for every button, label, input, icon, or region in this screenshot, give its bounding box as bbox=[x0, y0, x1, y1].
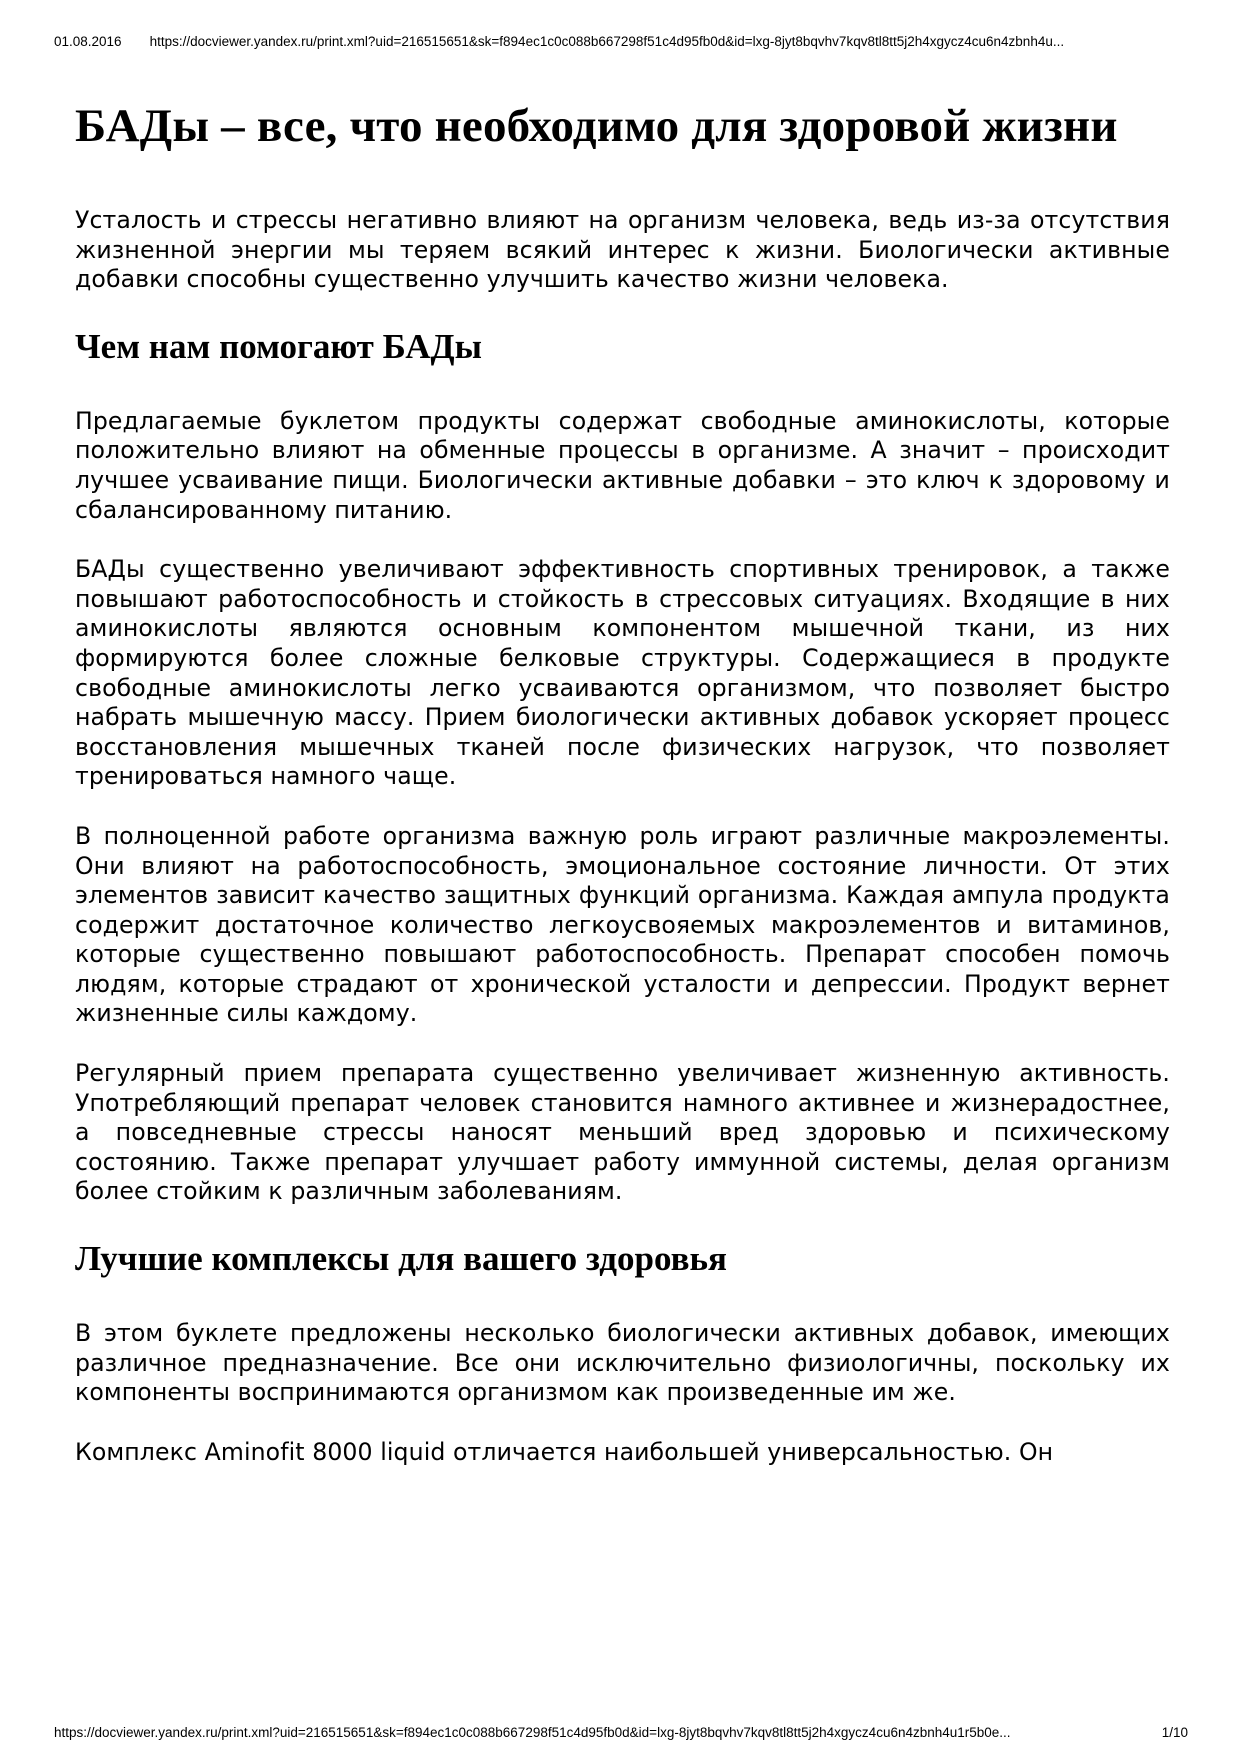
page-title: БАДы – все, что необходимо для здоровой жизни bbox=[75, 100, 1118, 152]
section-heading: Лучшие комплексы для вашего здоровья bbox=[75, 1239, 727, 1279]
paragraph: Регулярный прием препарата существенно увеличивает жизненную активность. Употребляющий препарат человек становится намного активнее и жизнерадостнее, а повседневные стрессы наносят меньший вред здоровью и психическому состоянию. Также препарат улучшает работу иммунной системы, делая организм более стойким к различным заболеваниям. bbox=[75, 1059, 1170, 1206]
page-number: 1/10 bbox=[1161, 1725, 1188, 1740]
article bbox=[75, 96, 1170, 1497]
print-header bbox=[0, 34, 1240, 49]
intro-paragraph: Усталость и стрессы негативно влияют на организм человека, ведь из-за отсутствия жизненной энергии мы теряем всякий интерес к жизни. Биологически активные добавки способны существенно улучшить качество жизни человека. bbox=[75, 206, 1170, 294]
paragraph: В полноценной работе организма важную роль играют различные макроэлементы. Они влияют на работоспособность, эмоциональное состояние личности. От этих элементов зависит качество защитных функций организма. Каждая ампула продукта содержит достаточное количество легкоусвояемых макроэлементов и витаминов, которые существенно повышают работоспособность. Препарат способен помочь людям, которые страдают от хронической усталости и депрессии. Продукт вернет жизненные силы каждому. bbox=[75, 821, 1170, 1028]
print-date: 01.08.2016 bbox=[54, 34, 122, 49]
paragraph: Предлагаемые буклетом продукты содержат свободные аминокислоты, которые положительно влияют на обменные процессы в организме. А значит – происходит лучшее усваивание пищи. Биологически активные добавки – это ключ к здоровому и сбалансированному питанию. bbox=[75, 406, 1170, 524]
section-heading: Чем нам помогают БАДы bbox=[75, 326, 482, 366]
print-footer bbox=[0, 1725, 1240, 1740]
section-how-supplements-help bbox=[75, 325, 1170, 1207]
paragraph: Комплекс Aminofit 8000 liquid отличается наибольшей универсальностью. Он bbox=[75, 1437, 1054, 1466]
paragraph: В этом буклете предложены несколько биологически активных добавок, имеющих различное предназначение. Все они исключительно физиологичны, поскольку их компоненты воспринимаются организмом как произведенные им же. bbox=[75, 1319, 1170, 1407]
section-best-complexes bbox=[75, 1237, 1170, 1467]
paragraph: БАДы существенно увеличивают эффективность спортивных тренировок, а также повышают работоспособность и стойкость в стрессовых ситуациях. Входящие в них аминокислоты являются основным компонентом мышечной ткани, из них формируются более сложные белковые структуры. Содержащиеся в продукте свободные аминокислоты легко усваиваются организмом, что позволяет быстро набрать мышечную массу. Прием биологически активных добавок ускоряет процесс восстановления мышечных тканей после физических нагрузок, что позволяет тренироваться намного чаще. bbox=[75, 555, 1170, 791]
print-header-url: https://docviewer.yandex.ru/print.xml?uid=216515651&sk=f894ec1c0c088b667298f51c4d95fb0d&id=lxg-8jyt8bqvhv7kqv8tl8tt5j2h4xgycz4cu6n4zbnh4u... bbox=[149, 34, 1065, 49]
print-footer-url: https://docviewer.yandex.ru/print.xml?uid=216515651&sk=f894ec1c0c088b667298f51c4d95fb0d&id=lxg-8jyt8bqvhv7kqv8tl8tt5j2h4xgycz4cu6n4zbnh4u1r5b0e... bbox=[54, 1725, 1011, 1740]
